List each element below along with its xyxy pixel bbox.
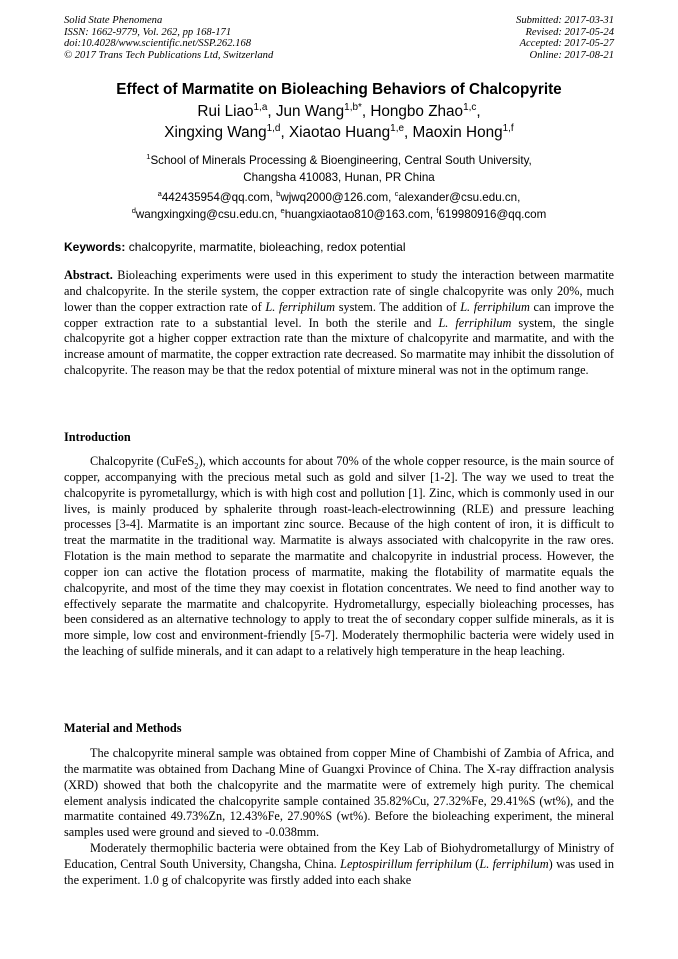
author-name: Xingxing Wang xyxy=(164,124,267,141)
text-segment: The chalcopyrite mineral sample was obtained from copper Mine of Chambishi of Zambia of Africa, and the marmatite was obtained from Dachang Mine of Guangxi Province of China. The X-ray diffraction analysis (XRD) showed that both the chalcopyrite and the marmatite were of extremely high purity. The chemical element analysis indicated the chalcopyrite sample contained 35.82%Cu, 27.32%Fe, 29.41%S (wt%), and the marmatite contained 49.73%Zn, 12.43%Fe, 27.90%S (wt%). Before the bioleaching experiment, the mineral samples used were ground and sieved to -0.038mm. xyxy=(64,746,614,840)
introduction-heading: Introduction xyxy=(64,430,131,444)
abstract xyxy=(64,268,614,379)
text-segment: ), which accounts for about 70% of the whole copper resource, is the main source of copper, accompanying with the precious metal such as gold and silver [1-2]. The way we used to treat the chalcopyrite is pyrometallurgy, which is with high cost and pollution [1]. Zinc, which is commonly used in our lives, is mainly produced by sphalerite through roast-leach-electrowinning (RLE) and pressure leaching processes [3-4]. Marmatite is an important zinc source. Because of the high content of iron, it is difficult to treat the marmatite in the traditional way. Marmatite is always associated with chalcopyrite in the raw ores. Flotation is the main method to separate the marmatite and chalcopyrite in industrial process. However, the copper ion can active the flotation process of marmatite, making the flotability of marmatite equals the chalcopyrite, and most of the time they may coexist in flotation concentrates. We need to find another way to effectively separate the marmatite and chalcopyrite. Hydrometallurgy, especially bioleaching processes, has been considered as an alternative technology to apply to treat the of secondary copper sulfide minerals, as it is more simple, low cost and environment-friendly [5-7]. Moderately thermophilic bacteria were widely used in the leaching of sulfide minerals, and it can adapt to a relatively high temperature in the heap leaching. xyxy=(64,454,615,659)
author-affiliation-sup: 1,b* xyxy=(344,101,362,113)
methods-body xyxy=(64,746,614,889)
journal-info xyxy=(64,15,273,61)
italic-text: L. ferriphilum xyxy=(438,315,512,330)
text-segment: 2 xyxy=(194,460,199,471)
text-segment: ) was used in the experiment. 1.0 g of chalcopyrite was firstly added into each shake xyxy=(64,856,614,887)
email-list xyxy=(0,189,678,223)
email-address[interactable]: 619980916@qq.com xyxy=(438,208,547,221)
author-name: Xiaotao Huang xyxy=(288,124,391,141)
author-name: Rui Liao xyxy=(197,103,254,120)
email-line-1: $^a$442435954@qq.com, $^b$wjwq2000@126.com, $^c$alexander@csu.edu.cn, xyxy=(157,189,521,204)
email-sup: f xyxy=(436,206,439,216)
text-segment: system, the single chalcopyrite got a higher copper extraction rate than the mixture of chalcopyrite and marmatite, and with the increase amount of marmatite, the copper extraction rate decreased. So marmatite may inhibit the dissolution of chalcopyrite. The reason may be that the redox potential of mixture mineral was not in the optimum range. xyxy=(64,315,614,378)
methods-paragraph-1 xyxy=(64,746,614,841)
submitted-date: Submitted: 2017-03-31 xyxy=(516,15,614,26)
email-line-2: $^d$wangxingxing@csu.edu.cn, $^e$huangxiaotao810@163.com, $^f$619980916@qq.com xyxy=(131,206,547,221)
author-name: Maoxin Hong xyxy=(412,124,503,141)
text-segment: Bioleaching experiments were used in this experiment to study the interaction between marmatite and chalcopyrite. In the sterile system, the copper extraction rate of single chalcopyrite was only 20%, much lower than the copper extraction rate of xyxy=(64,268,614,314)
italic-text: L. ferriphilum xyxy=(460,299,530,314)
dates-info xyxy=(516,15,614,61)
author-affiliation-sup: 1,d xyxy=(266,122,281,134)
journal-name: Solid State Phenomena xyxy=(64,15,163,26)
email-address[interactable]: wangxingxing@csu.edu.cn xyxy=(135,208,275,221)
methods-paragraph-2 xyxy=(64,841,614,889)
introduction-paragraph xyxy=(64,454,614,660)
author-affiliation-sup: 1,f xyxy=(502,122,514,134)
abstract-label: Abstract. xyxy=(64,268,113,282)
affiliation-sup: 1 xyxy=(146,152,151,162)
author-affiliation-sup: 1,a xyxy=(253,101,268,113)
revised-date: Revised: 2017-05-24 xyxy=(525,26,614,38)
author-line-1: Rui Liao$^{1,a}$, Jun Wang$^{1,b*}$, Hongbo Zhao$^{1,c}$, xyxy=(197,101,481,120)
doi: doi:10.4028/www.scientific.net/SSP.262.168 xyxy=(64,38,252,50)
affiliation-line-1: School of Minerals Processing & Bioengineering, Central South University, xyxy=(150,154,532,167)
text-segment: can improve the copper extraction rate to a substantial level. In both the sterile and xyxy=(64,299,614,330)
keywords-label: Keywords: xyxy=(64,240,126,254)
paper-title: Effect of Marmatite on Bioleaching Behaviors of Chalcopyrite xyxy=(116,81,562,98)
email-sup: b xyxy=(276,189,281,199)
keywords-text: chalcopyrite, marmatite, bioleaching, redox potential xyxy=(125,240,406,254)
text-segment: system. The addition of xyxy=(335,299,461,314)
introduction-body xyxy=(64,454,614,660)
affiliation xyxy=(0,152,678,186)
italic-text: L. ferriphilum xyxy=(479,856,549,871)
methods-heading: Material and Methods xyxy=(64,721,182,735)
text-segment: ( xyxy=(471,856,480,871)
email-sup: d xyxy=(131,206,136,216)
affiliation-line-2: Changsha 410083, Hunan, PR China xyxy=(243,171,435,184)
issn: ISSN: 1662-9779, Vol. 262, pp 168-171 xyxy=(64,26,232,38)
email-sup: a xyxy=(157,189,162,199)
accepted-date: Accepted: 2017-05-27 xyxy=(519,38,614,50)
author-name: Jun Wang xyxy=(275,103,345,120)
email-address[interactable]: alexander@csu.edu.cn, xyxy=(398,191,521,204)
email-sup: e xyxy=(280,206,285,216)
text-segment: Moderately thermophilic bacteria were obtained from the Key Lab of Biohydrometallurgy of Ministry of Education, Central South University, Changsha, China. xyxy=(64,841,614,871)
email-address[interactable]: 442435954@qq.com xyxy=(161,191,270,204)
email-address[interactable]: huangxiaotao810@163.com xyxy=(284,208,430,221)
author-list xyxy=(0,101,678,143)
abstract-text xyxy=(64,268,614,377)
online-date: Online: 2017-08-21 xyxy=(529,49,614,61)
text-segment: Chalcopyrite (CuFeS xyxy=(90,454,195,468)
author-affiliation-sup: 1,e xyxy=(390,122,404,134)
keywords xyxy=(64,240,406,254)
author-name: Hongbo Zhao xyxy=(370,103,464,120)
email-address[interactable]: wjwq2000@126.com xyxy=(280,191,389,204)
italic-text: Leptospirillum ferriphilum xyxy=(340,856,472,871)
copyright: © 2017 Trans Tech Publications Ltd, Switzerland xyxy=(64,49,274,61)
author-affiliation-sup: 1,c xyxy=(463,101,477,113)
italic-text: L. ferriphilum xyxy=(265,299,336,314)
email-sup: c xyxy=(394,189,399,199)
author-line-2: Xingxing Wang$^{1,d}$, Xiaotao Huang$^{1,e}$, Maoxin Hong$^{1,f}$ xyxy=(164,122,514,141)
